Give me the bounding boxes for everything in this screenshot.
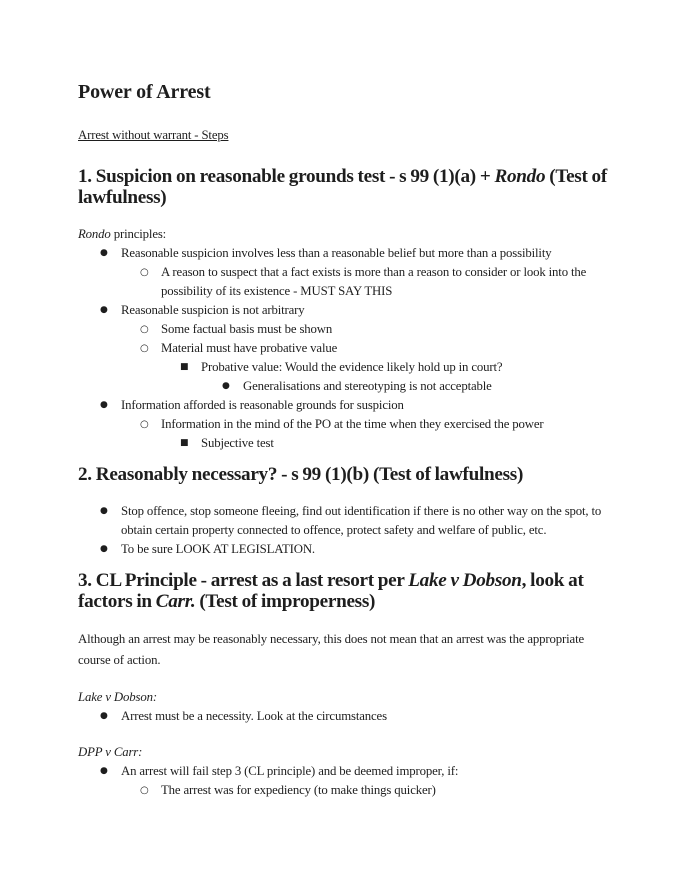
bullet-item <box>100 244 608 263</box>
bullet-item <box>140 320 608 339</box>
bullet-list <box>78 707 608 726</box>
document-subheading: Arrest without warrant - Steps <box>78 128 229 142</box>
bullet-item <box>180 434 608 453</box>
bullet-circle-icon: ○ <box>140 343 149 354</box>
bullet-item <box>100 540 608 559</box>
section-heading: 2. Reasonably necessary? - s 99 (1)(b) (Test of lawfulness) <box>78 464 524 485</box>
bullet-square-icon: ■ <box>180 438 189 448</box>
bullet-circle-icon: ○ <box>140 419 149 430</box>
section-heading: 1. Suspicion on reasonable grounds test - s 99 (1)(a) + Rondo (Test of lawfulness) <box>78 166 607 208</box>
section-reasonably-necessary <box>78 464 608 559</box>
bullet-text: Probative value: Would the evidence likely hold up in court? <box>201 360 503 374</box>
bullet-item <box>140 263 608 301</box>
bullet-item <box>100 707 608 726</box>
section-cl-principle <box>78 570 608 800</box>
bullet-disc-icon: ● <box>222 381 230 391</box>
bullet-text: Stop offence, stop someone fleeing, find out identification if there is no other way on the spot, to obtain certain property connected to offence, protect safety and welfare of public, etc. <box>121 504 602 537</box>
bullet-list <box>78 244 608 453</box>
document-title: Power of Arrest <box>78 81 211 103</box>
bullet-disc-icon: ● <box>100 400 108 410</box>
section-suspicion-test <box>78 166 608 453</box>
bullet-text: Information afforded is reasonable grounds for suspicion <box>121 398 404 412</box>
bullet-text: Some factual basis must be shown <box>161 322 333 336</box>
bullet-item <box>100 301 608 320</box>
bullet-text: Reasonable suspicion involves less than a reasonable belief but more than a possibility <box>121 246 552 260</box>
bullet-item <box>100 762 608 781</box>
body-paragraph: Although an arrest may be reasonably necessary, this does not mean that an arrest was the appropriate course of action. <box>78 632 585 667</box>
bullet-list <box>78 502 608 559</box>
bullet-disc-icon: ● <box>100 711 108 721</box>
bullet-text: Information in the mind of the PO at the time when they exercised the power <box>161 417 544 431</box>
bullet-item <box>100 502 608 540</box>
bullet-item <box>140 415 608 434</box>
bullet-text: The arrest was for expediency (to make things quicker) <box>161 783 436 797</box>
bullet-list <box>78 762 608 800</box>
bullet-text: Material must have probative value <box>161 341 338 355</box>
case-name-lake-v-dobson: Lake v Dobson: <box>78 690 157 704</box>
bullet-circle-icon: ○ <box>140 324 149 335</box>
bullet-disc-icon: ● <box>100 305 108 315</box>
bullet-item <box>180 358 608 377</box>
bullet-item <box>140 781 608 800</box>
bullet-disc-icon: ● <box>100 248 108 258</box>
bullet-item <box>222 377 608 396</box>
bullet-square-icon: ■ <box>180 362 189 372</box>
bullet-circle-icon: ○ <box>140 267 149 278</box>
bullet-text: Subjective test <box>201 436 274 450</box>
bullet-text: Generalisations and stereotyping is not acceptable <box>243 379 492 393</box>
bullet-item <box>140 339 608 358</box>
bullet-text: An arrest will fail step 3 (CL principle) and be deemed improper, if: <box>121 764 459 778</box>
bullet-text: Arrest must be a necessity. Look at the circumstances <box>121 709 387 723</box>
bullet-item <box>100 396 608 415</box>
bullet-disc-icon: ● <box>100 766 108 776</box>
bullet-disc-icon: ● <box>100 506 108 516</box>
bullet-text: A reason to suspect that a fact exists is more than a reason to consider or look into the possibility of its existence - MUST SAY THIS <box>161 265 587 298</box>
bullet-text: Reasonable suspicion is not arbitrary <box>121 303 305 317</box>
lead-text: Rondo principles: <box>78 227 167 241</box>
bullet-circle-icon: ○ <box>140 785 149 796</box>
section-heading: 3. CL Principle - arrest as a last resort per Lake v Dobson, look at factors in Carr. (Test of improperness) <box>78 570 584 612</box>
bullet-text: To be sure LOOK AT LEGISLATION. <box>121 542 315 556</box>
case-name-dpp-v-carr: DPP v Carr: <box>78 745 143 759</box>
bullet-disc-icon: ● <box>100 544 108 554</box>
